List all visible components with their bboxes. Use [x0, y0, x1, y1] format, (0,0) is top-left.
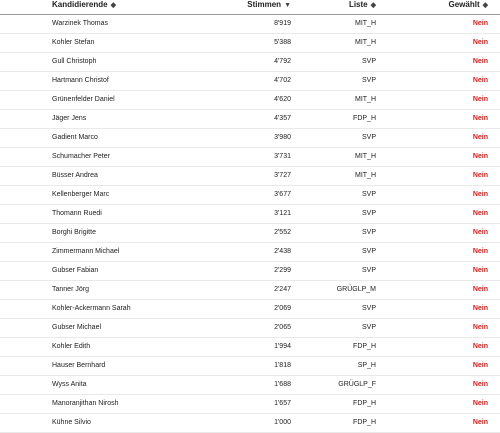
list-name: SVP — [361, 324, 376, 331]
list-name: FDP_H — [353, 400, 376, 407]
votes-count: 8'919 — [274, 20, 291, 27]
table-row — [0, 72, 500, 91]
votes-count: 3'677 — [274, 191, 291, 198]
list-name: SVP — [361, 229, 376, 236]
list-name: GRÜGLP_F — [338, 381, 376, 388]
elected-status: Nein — [472, 39, 488, 46]
elected-status: Nein — [472, 305, 488, 312]
list-name: MIT_H — [355, 153, 376, 160]
elected-status: Nein — [472, 115, 488, 122]
votes-count: 3'980 — [274, 134, 291, 141]
list-name: SVP — [361, 210, 376, 217]
votes-count: 3'121 — [274, 210, 291, 217]
list-name: MIT_H — [355, 20, 376, 27]
table-row — [0, 205, 500, 224]
votes-count: 3'727 — [274, 172, 291, 179]
column-header-label: Stimmen — [247, 0, 282, 9]
elected-status: Nein — [472, 286, 488, 293]
list-name: FDP_H — [353, 115, 376, 122]
candidate-name: Grünenfelder Daniel — [52, 96, 115, 103]
elected-status: Nein — [472, 248, 488, 255]
candidate-name: Hartmann Christof — [52, 77, 109, 84]
list-name: MIT_H — [355, 39, 376, 46]
elected-status: Nein — [472, 153, 488, 160]
votes-count: 1'994 — [274, 343, 291, 350]
candidate-name: Thomann Ruedi — [52, 210, 102, 217]
votes-count: 4'357 — [274, 115, 291, 122]
column-header-label: Liste — [348, 0, 368, 9]
candidate-name: Tanner Jörg — [52, 286, 89, 293]
table-row — [0, 34, 500, 53]
candidate-name: Kohler-Ackermann Sarah — [52, 305, 131, 312]
candidate-name: Kohler Stefan — [52, 39, 95, 46]
candidate-name: Hauser Bernhard — [52, 362, 106, 369]
votes-count: 3'731 — [274, 153, 291, 160]
elected-status: Nein — [472, 419, 488, 426]
column-header-list[interactable] — [349, 0, 376, 10]
candidate-name: Zimmermann Michael — [52, 248, 120, 255]
elected-status: Nein — [472, 343, 488, 350]
sort-icon[interactable]: ◆ — [110, 2, 116, 9]
candidate-name: Kohler Edith — [52, 343, 91, 350]
column-header-label: Kandidierende — [52, 0, 108, 9]
table-row — [0, 338, 500, 357]
votes-count: 4'620 — [274, 96, 291, 103]
list-name: MIT_H — [355, 96, 376, 103]
table-row — [0, 224, 500, 243]
candidate-name: Kellenberger Marc — [52, 191, 110, 198]
candidate-name: Schumacher Peter — [52, 153, 110, 160]
candidate-name: Borghi Brigitte — [52, 229, 96, 236]
list-name: GRÜGLP_M — [336, 286, 376, 293]
table-row — [0, 300, 500, 319]
table-header — [0, 0, 500, 15]
candidate-name: Gubser Michael — [52, 324, 102, 331]
votes-count: 4'792 — [274, 58, 291, 65]
votes-count: 4'702 — [274, 77, 291, 84]
sort-icon[interactable]: ◆ — [370, 2, 376, 9]
list-name: SVP — [361, 191, 376, 198]
list-name: SVP — [361, 134, 376, 141]
votes-count: 2'438 — [274, 248, 291, 255]
votes-count: 2'065 — [274, 324, 291, 331]
votes-count: 5'388 — [274, 39, 291, 46]
elected-status: Nein — [472, 324, 488, 331]
elected-status: Nein — [472, 58, 488, 65]
sort-icon[interactable]: ◆ — [482, 2, 488, 9]
candidate-name: Jäger Jens — [52, 115, 87, 122]
candidate-name: Manoranjithan Nirosh — [52, 400, 119, 407]
table-row — [0, 148, 500, 167]
list-name: SVP — [361, 58, 376, 65]
votes-count: 2'069 — [274, 305, 291, 312]
table-row — [0, 91, 500, 110]
list-name: FDP_H — [353, 343, 376, 350]
candidate-name: Kühne Silvio — [52, 419, 91, 426]
table-row — [0, 53, 500, 72]
list-name: FDP_H — [353, 419, 376, 426]
list-name: MIT_H — [355, 172, 376, 179]
elected-status: Nein — [472, 134, 488, 141]
list-name: SVP — [361, 305, 376, 312]
candidate-name: Warzinek Thomas — [52, 20, 109, 27]
table-row — [0, 319, 500, 338]
table-body — [0, 15, 500, 433]
column-header-elected[interactable] — [448, 0, 488, 10]
table-row — [0, 110, 500, 129]
votes-count: 2'299 — [274, 267, 291, 274]
elected-status: Nein — [472, 96, 488, 103]
candidate-name: Gadient Marco — [52, 134, 98, 141]
candidate-name: Gubser Fabian — [52, 267, 99, 274]
list-name: SVP — [361, 248, 376, 255]
elected-status: Nein — [472, 191, 488, 198]
table-row — [0, 414, 500, 433]
elected-status: Nein — [472, 77, 488, 84]
votes-count: 2'552 — [274, 229, 291, 236]
table-row — [0, 281, 500, 300]
list-name: SP_H — [357, 362, 376, 369]
elected-status: Nein — [472, 362, 488, 369]
list-name: SVP — [361, 267, 376, 274]
elected-status: Nein — [472, 20, 488, 27]
table-row — [0, 15, 500, 34]
votes-count: 1'818 — [274, 362, 291, 369]
votes-count: 1'000 — [274, 419, 291, 426]
table-row — [0, 262, 500, 281]
table-row — [0, 376, 500, 395]
elected-status: Nein — [472, 381, 488, 388]
column-header-label: Gewählt — [448, 0, 480, 9]
votes-count: 2'247 — [274, 286, 291, 293]
votes-count: 1'657 — [274, 400, 291, 407]
votes-count: 1'688 — [274, 381, 291, 388]
table-row — [0, 243, 500, 262]
candidate-name: Büsser Andrea — [52, 172, 98, 179]
column-header-votes[interactable] — [247, 0, 291, 10]
elected-status: Nein — [472, 267, 488, 274]
table-row — [0, 186, 500, 205]
table-row — [0, 357, 500, 376]
sort-descending-icon[interactable]: ▼ — [284, 2, 291, 9]
candidate-name: Wyss Anita — [52, 381, 87, 388]
elected-status: Nein — [472, 172, 488, 179]
table-row — [0, 395, 500, 414]
candidate-name: Gull Christoph — [52, 58, 97, 65]
elected-status: Nein — [472, 229, 488, 236]
list-name: SVP — [361, 77, 376, 84]
column-header-candidates[interactable] — [52, 0, 116, 10]
elected-status: Nein — [472, 400, 488, 407]
table-row — [0, 129, 500, 148]
elected-status: Nein — [472, 210, 488, 217]
table-row — [0, 167, 500, 186]
